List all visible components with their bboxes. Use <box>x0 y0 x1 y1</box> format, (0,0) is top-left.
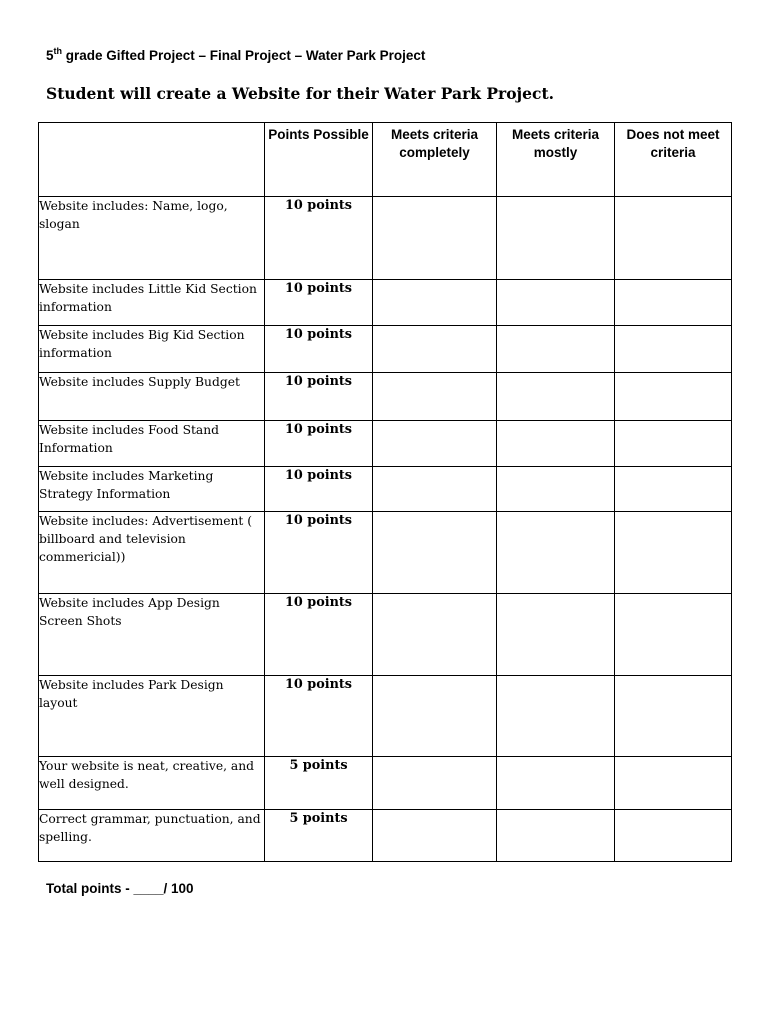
criterion-cell: Correct grammar, punctuation, and spelling. <box>39 810 265 862</box>
grade-number: 5 <box>46 48 54 63</box>
points-cell: 10 points <box>265 594 373 676</box>
score-cell-mostly <box>497 594 615 676</box>
criterion-cell: Website includes Marketing Strategy Information <box>39 467 265 512</box>
column-header-points: Points Possible <box>265 123 373 197</box>
points-cell: 10 points <box>265 467 373 512</box>
score-cell-completely <box>373 810 497 862</box>
score-cell-not-met <box>615 373 732 421</box>
points-cell: 10 points <box>265 280 373 326</box>
score-cell-completely <box>373 676 497 757</box>
score-cell-mostly <box>497 676 615 757</box>
score-cell-mostly <box>497 512 615 594</box>
score-cell-mostly <box>497 810 615 862</box>
score-cell-not-met <box>615 594 732 676</box>
score-cell-not-met <box>615 467 732 512</box>
score-cell-not-met <box>615 421 732 467</box>
score-cell-completely <box>373 467 497 512</box>
table-row <box>39 757 732 810</box>
grade-ordinal: th <box>53 45 63 56</box>
score-cell-completely <box>373 512 497 594</box>
score-cell-completely <box>373 594 497 676</box>
column-header-criterion <box>39 123 265 197</box>
score-cell-not-met <box>615 757 732 810</box>
points-cell: 10 points <box>265 421 373 467</box>
score-cell-completely <box>373 421 497 467</box>
points-cell: 10 points <box>265 326 373 373</box>
column-header-meets-completely: Meets criteria completely <box>373 123 497 197</box>
table-row <box>39 197 732 280</box>
table-row <box>39 594 732 676</box>
total-points: Total points - ____/ 100 <box>46 881 194 896</box>
table-row <box>39 467 732 512</box>
criterion-cell: Website includes: Name, logo, slogan <box>39 197 265 280</box>
score-cell-mostly <box>497 326 615 373</box>
criterion-cell: Website includes Little Kid Section information <box>39 280 265 326</box>
score-cell-completely <box>373 280 497 326</box>
score-cell-completely <box>373 197 497 280</box>
points-cell: 10 points <box>265 197 373 280</box>
column-header-does-not-meet: Does not meet criteria <box>615 123 732 197</box>
table-header-row <box>39 123 732 197</box>
score-cell-completely <box>373 757 497 810</box>
score-cell-completely <box>373 326 497 373</box>
score-cell-not-met <box>615 676 732 757</box>
criterion-cell: Website includes Supply Budget <box>39 373 265 421</box>
score-cell-not-met <box>615 197 732 280</box>
points-cell: 10 points <box>265 512 373 594</box>
score-cell-mostly <box>497 757 615 810</box>
page-title: Student will create a Website for their Water Park Project. <box>46 84 554 103</box>
header-text: grade Gifted Project – Final Project – Water Park Project <box>62 48 426 63</box>
table-row <box>39 810 732 862</box>
criterion-cell: Website includes App Design Screen Shots <box>39 594 265 676</box>
score-cell-completely <box>373 373 497 421</box>
score-cell-mostly <box>497 421 615 467</box>
points-cell: 10 points <box>265 676 373 757</box>
points-cell: 5 points <box>265 757 373 810</box>
rubric-table <box>38 122 732 862</box>
document-header <box>46 46 425 66</box>
table-row <box>39 280 732 326</box>
criterion-cell: Website includes Park Design layout <box>39 676 265 757</box>
score-cell-mostly <box>497 373 615 421</box>
table-row <box>39 373 732 421</box>
score-cell-not-met <box>615 280 732 326</box>
score-cell-mostly <box>497 197 615 280</box>
score-cell-mostly <box>497 467 615 512</box>
score-cell-not-met <box>615 512 732 594</box>
criterion-cell: Your website is neat, creative, and well designed. <box>39 757 265 810</box>
table-row <box>39 512 732 594</box>
table-row <box>39 676 732 757</box>
points-cell: 10 points <box>265 373 373 421</box>
criterion-cell: Website includes Big Kid Section information <box>39 326 265 373</box>
score-cell-mostly <box>497 280 615 326</box>
column-header-meets-mostly: Meets criteria mostly <box>497 123 615 197</box>
criterion-cell: Website includes Food Stand Information <box>39 421 265 467</box>
table-row <box>39 326 732 373</box>
score-cell-not-met <box>615 326 732 373</box>
criterion-cell: Website includes: Advertisement ( billboard and television commericial)) <box>39 512 265 594</box>
score-cell-not-met <box>615 810 732 862</box>
table-row <box>39 421 732 467</box>
points-cell: 5 points <box>265 810 373 862</box>
